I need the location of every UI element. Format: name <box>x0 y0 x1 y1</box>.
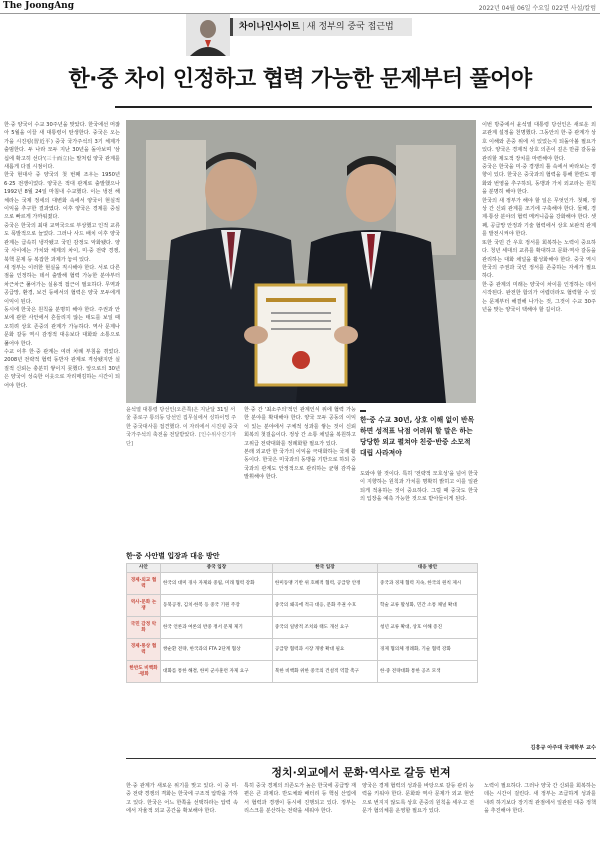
table-cell-field: 경제·외교 협력 <box>127 573 161 595</box>
paragraph: 특히 중국 경제의 의존도가 높은 한국에 공급망 재편은 큰 과제다. 반도체와 배터리 등 핵심 산업에서 협력과 경쟁이 동시에 진행되고 있다. 정부는 리스크를 분산하는 전략을 세워야 한다. <box>244 783 356 815</box>
subheadline: 정치·외교에서 문화·역사로 갈등 번져 <box>271 766 451 779</box>
table-cell-field: 역사·문화 논쟁 <box>127 595 161 617</box>
table-cell-korea: 한미동맹 기반 위 호혜적 협력, 공급망 안정 <box>272 573 377 595</box>
bottom-column-1 <box>126 782 238 857</box>
table-cell-action: 경제 협의체 정례화, 기술 협력 강화 <box>378 639 478 661</box>
dateline: 2022년 04월 06일 수요일 022면 사설/칼럼 <box>478 5 596 12</box>
table-cell-china: 한국 언론과 여론의 반중 정서 문제 제기 <box>161 617 273 639</box>
table-cell-china: 동북공정, 김치·한복 등 중국 기원 주장 <box>161 595 273 617</box>
pull-quote-mark <box>360 410 366 412</box>
table-header: 중국 입장 <box>161 564 273 573</box>
paragraph: 한국의 새 정부가 해야 할 일은 무엇인가. 첫째, 정상 간 신뢰 관계를 조기에 구축해야 한다. 둘째, 경제·통상 분야의 협력 메커니즘을 강화해야 한다. 셋째, 공급망 안정과 기술 협력에서 상호 보완적 관계를 발전시켜야 한다. <box>482 197 596 238</box>
table-row <box>127 617 478 639</box>
section-rule <box>126 758 596 759</box>
bottom-column-3 <box>362 782 474 857</box>
table-title: 한·중 사안별 입장과 대응 방안 <box>126 552 220 560</box>
paragraph: 한·중 관계가 새로운 위기를 맞고 있다. 이 중 미·중 전략 경쟁의 격화는 한국에 구조적 압박을 가하고 있다. 한국은 어느 한쪽을 선택하라는 압력 속에서 자율적 외교 공간을 확보해야 한다. <box>126 783 238 815</box>
table-cell-korea: 중국의 왜곡에 적극 대응, 문화 주권 수호 <box>272 595 377 617</box>
table-cell-action: 청년 교류 확대, 상호 이해 증진 <box>378 617 478 639</box>
article-column-3 <box>244 406 356 546</box>
table-cell-action: 중국과 경제 협력 지속, 한국의 원칙 제시 <box>378 573 478 595</box>
caption-text: 윤석열 대통령 당선인(오른쪽)은 지난달 31일 서울 종로구 통의동 당선인 집무실에서 싱하이밍 주한 중국대사를 접견했다. 이 자리에서 시진핑 중국 국가주석의 축전을 전달받았다. <box>126 407 238 439</box>
article-column-5 <box>482 121 596 733</box>
paragraph: 동시에 한국은 원칙을 분명히 해야 한다. 주권과 안보에 관한 사안에서 흔들리지 않는 태도를 보일 때 오히려 상호 존중의 관계가 가능하다. 역사 문제나 문화 갈등 역시 감정적 대응보다 대화와 소통으로 풀어야 한다. <box>4 306 120 347</box>
table-cell-china: 대화를 통한 해결, 한미 군사훈련 자제 요구 <box>161 661 273 683</box>
table-row <box>127 595 478 617</box>
article-column-1 <box>4 121 120 855</box>
pull-quote-text: 한·중 수교 30년, 상호 이해 없이 반목하면 성적표 낙점 어려워 할 말은 하는 당당한 외교 펼쳐야 친중·반중 소모적 대립 사라져야 <box>360 416 475 457</box>
table-cell-action: 학술 교류 활성화, 민간 소통 채널 확대 <box>378 595 478 617</box>
paragraph: 한국 현대사 중 양국의 첫 번째 조우는 1950년 6·25 전쟁이었다. 양국은 적대 관계로 출발했으나 1992년 8월 24일 마침내 수교했다. 이는 냉전 해체라는 국제 정세의 대변화 속에서 양국이 현실적 이익을 추구한 결과였다. 이후 양국은 경제를 중심으로 빠르게 가까워졌다. <box>4 172 120 221</box>
column-title-bar <box>230 18 412 36</box>
table-cell-korea: 북한 비핵화 위한 중국의 건설적 역할 촉구 <box>272 661 377 683</box>
author-byline: 김흥규 아주대 국제학부 교수 <box>530 745 596 751</box>
bottom-column-2 <box>244 782 356 857</box>
table-row <box>127 661 478 683</box>
paragraph: 양국은 경제 협력의 성과를 바탕으로 갈등 관리 능력을 키워야 한다. 문화와 역사 문제가 외교 현안으로 번지지 않도록 상호 존중의 원칙을 세우고 전문가 협의체를 운영할 필요가 있다. <box>362 783 474 815</box>
column-series: 차이나인사이트 <box>239 22 300 32</box>
paragraph: 한·중 관계의 미래는 양국이 차이를 인정하는 데서 시작된다. 완전한 합의가 어렵더라도 협력할 수 있는 문제부터 해결해 나가는 것, 그것이 수교 30주년을 맞는 양국이 택해야 할 길이다. <box>482 281 596 313</box>
table-row <box>127 639 478 661</box>
column-separator: | <box>301 22 305 32</box>
paragraph: 도와야 할 것이다. 특히 '전략적 모호성'을 넘어 한국이 지향하는 원칙과 가치를 명확히 밝히고 이를 일관되게 적용하는 것이 중요하다. 그럴 때 중국도 한국의 입장을 예측 가능한 것으로 받아들이게 된다. <box>360 471 478 503</box>
masthead <box>0 0 600 14</box>
paragraph: 새 정부는 이러한 현실을 직시해야 한다. 서로 다른 점을 인정하는 데서 출발해 협력 가능한 분야부터 차근차근 풀어가는 실용적 접근이 필요하다. 무역과 공급망, 환경, 보건 등에서의 협력은 양국 모두에게 이익이 된다. <box>4 264 120 305</box>
table-header: 대응 방안 <box>378 564 478 573</box>
table-cell-korea: 중국의 일방적 조치와 태도 개선 요구 <box>272 617 377 639</box>
author-photo-icon <box>186 14 230 56</box>
table-header-row <box>127 564 478 573</box>
paragraph: 중국은 한국의 최대 교역국으로 부상했고 인적 교류도 폭발적으로 늘었다. 그러나 사드 배치 이후 양국 관계는 급속히 냉각됐고 국민 감정도 악화됐다. 양국 사이에는 가치와 체제의 차이, 미·중 전략 경쟁, 북핵 문제 등 복잡한 과제가 놓여 있다. <box>4 222 120 263</box>
paragraph: 본래 외교란 한 국가의 이익을 극대화하는 국제 활동이다. 한국은 미국과의 동맹을 기반으로 하되 중국과의 관계도 안정적으로 관리하는 균형 감각을 발휘해야 한다. <box>244 449 356 481</box>
author-portrait <box>186 14 230 56</box>
table-cell-field: 국민 감정 악화 <box>127 617 161 639</box>
table-row <box>127 573 478 595</box>
table-cell-field: 경제·통상 협력 <box>127 639 161 661</box>
column-banner <box>186 14 412 56</box>
handshake-photo-icon <box>126 120 476 403</box>
paragraph: 노력이 필요하다. 그러나 양국 간 신뢰를 회복하는 데는 시간이 걸린다. 새 정부는 조급하게 성과를 내려 하기보다 장기적 관점에서 일관된 대중 정책을 추진해야 한다. <box>484 783 596 815</box>
pull-quote <box>360 410 478 459</box>
table-header: 한국 입장 <box>272 564 377 573</box>
photo-caption <box>126 406 240 546</box>
column-topic: 새 정부의 중국 접근법 <box>306 22 394 32</box>
table-cell-china: 쌍순환 전략, 한국과의 FTA 2단계 협상 <box>161 639 273 661</box>
table-cell-field: 한반도 비핵화·평화 <box>127 661 161 683</box>
paragraph: 이번 방중에서 윤석열 대통령 당선인은 새로운 외교관계 설정을 천명했다. 그동안의 한·중 관계가 상호 이해와 존중 위에 서 있었는지 되돌아볼 필요가 있다. 양국은 경제적 상호 의존이 깊은 만큼 갈등을 관리할 제도적 장치를 마련해야 한다. <box>482 122 596 162</box>
paragraph: 수교 이후 한·중 관계는 여러 차례 부침을 겪었다. 2008년 전략적 협력 동반자 관계로 격상됐지만 실질적 신뢰는 충분히 쌓이지 못했다. 앞으로의 30년은 양국이 성숙한 이웃으로 자리매김하는 시간이 되어야 한다. <box>4 348 120 389</box>
photo-credit: [인수위사진기자단] <box>126 432 237 447</box>
table-cell-action: 한·중 전략대화 통한 공조 모색 <box>378 661 478 683</box>
newspaper-logo: The JoongAng <box>3 1 75 11</box>
bottom-column-4 <box>484 782 596 857</box>
article-column-4 <box>360 470 478 546</box>
table-cell-china: 한국의 대미 경사 자제와 중립, 미래 협력 강화 <box>161 573 273 595</box>
paragraph: 한·중 양국이 수교 30주년을 맞았다. 한국에선 머잖아 5월을 이끌 새 대통령이 탄생한다. 중국은 오는 가을 시진핑(習近平) 중국 국가주석의 3기 체제가 출범한다. 두 나라 모두 지난 30년을 돌아보며 '삼십에 확고히 선다'(三十而立)는 말처럼 양국 관계를 새롭게 다질 시점이다. <box>4 122 120 171</box>
headline: 한·중 차이 인정하고 협력 가능한 문제부터 풀어야 <box>68 67 532 92</box>
policy-table <box>126 563 478 683</box>
article-photo <box>126 120 476 403</box>
paragraph: 한·중 간 '최소주의'적인 관계인식 위에 협력 가능한 분야를 확대해야 한다. 양국 모두 공동의 이익이 있는 분야에서 구체적 성과를 쌓는 것이 신뢰 회복의 첫걸음이다. 정상 간 소통 채널을 복원하고 고위급 전략대화를 정례화할 필요가 있다. <box>244 407 356 447</box>
paragraph: 중국은 한국을 미·중 경쟁의 틀 속에서 바라보는 경향이 있다. 한국은 중국과의 협력을 통해 한반도 평화와 번영을 추구하되, 동맹과 가치 외교라는 원칙을 분명히 해야 한다. <box>482 164 596 196</box>
headline-rule <box>115 106 592 108</box>
table-header: 사안 <box>127 564 161 573</box>
paragraph: 또한 국민 간 우호 정서를 회복하는 노력이 중요하다. 청년 세대의 교류를 확대하고 문화·역사 갈등을 관리하는 대화 채널을 활성화해야 한다. 중국 역시 한국의 주권과 국민 정서를 존중하는 자세가 필요하다. <box>482 239 596 280</box>
table-cell-korea: 공급망 협력과 시장 개방 확대 필요 <box>272 639 377 661</box>
